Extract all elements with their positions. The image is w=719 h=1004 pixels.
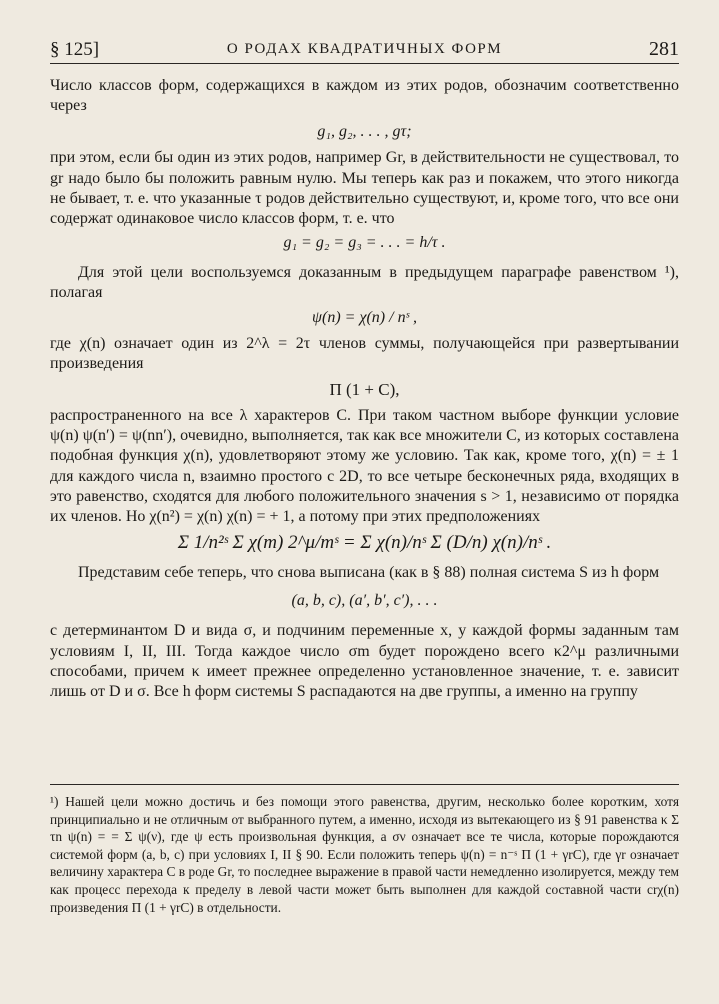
paragraph: Для этой цели воспользуемся доказанным в предыдущем параграфе равенством ¹), полагая bbox=[50, 264, 679, 302]
running-header bbox=[50, 33, 679, 64]
paragraph: при этом, если бы один из этих родов, например Gr, в действительности не существовал, то gr надо было бы положить равным нулю. Мы теперь как раз и покажем, что этого никогда не бывает, т. е. что указанные τ родов действительно существуют, и, кроме того, что все они содержат одинаковое число классов форм, т. е. что bbox=[50, 149, 679, 228]
formula-product: Π (1 + C), bbox=[329, 380, 400, 400]
paragraph: с детерминантом D и вида σ, и подчиним переменные x, y каждой формы заданным там условиям I, II, III. Тогда каждое число σm будет порождено всего κ2^μ различными способами, причем κ имеет прежнее определенно установленное значение, т. е. зависит лишь от D и σ. Все h форм системы S распадаются на две группы, а именно на группу bbox=[50, 622, 679, 701]
formula-series-identity: Σ 1/n²ˢ Σ χ(m) 2^μ/mˢ = Σ χ(n)/nˢ Σ (D/n) χ(n)/nˢ . bbox=[177, 532, 552, 554]
paragraph: Число классов форм, содержащихся в каждом из этих родов, обозначим соответственно через bbox=[50, 77, 679, 115]
paragraph: распространенного на все λ характеров C. При таком частном выборе функции условие ψ(n) ψ(n′) = ψ(nn′), очевидно, выполняется, так как все множители C, из которых составлена подобная функция χ(n), удовлетворяют этому же условию. Так как, кроме того, χ(n) = ± 1 для каждого числа n, взаимно простого с 2D, то все четыре бесконечных ряда, входящих в это равенство, сходятся для любого положительного значения s > 1, независимо от порядка их членов. Но χ(n²) = χ(n) χ(n) = + 1, а потому при этих предположениях bbox=[50, 407, 679, 526]
footnote: ¹) Нашей цели можно достичь и без помощи этого равенства, другим, несколько более коротким, хотя принципиально и не отличным от выбранного путем, а именно, исходя из вытекающего из § 91 равенства κ Σ τn ψ(n) = = Σ ψ(ν), где ψ есть произвольная функция, а σν означает все те числа, которые порождаются системой форм (a, b, c) при условиях I, II § 90. Если положить теперь ψ(n) = n⁻ˢ Π (1 + γrC), где γr означает величину характера C в роде Gr, то последнее выражение в правой части немедленно изолируется, между тем как процесс перехода к пределу в левой части может быть выполнен для каждой составной части crχ(n) произведения Π (1 + γrC) в отдельности. bbox=[50, 794, 679, 915]
section-reference: § 125] bbox=[50, 39, 100, 60]
paragraph: где χ(n) означает один из 2^λ = 2τ членов суммы, получающейся при развертывании произведения bbox=[50, 334, 679, 372]
footnote-area bbox=[50, 784, 679, 916]
formula-psi: ψ(n) = χ(n) / nˢ , bbox=[312, 308, 417, 326]
main-text bbox=[50, 76, 679, 702]
formula-class-counts: g₁, g₂, . . . , gτ; bbox=[317, 123, 412, 141]
page-number: 281 bbox=[649, 38, 679, 60]
paragraph: Представим себе теперь, что снова выписана (как в § 88) полная система S из h форм bbox=[78, 564, 660, 582]
chapter-title: О РОДАХ КВАДРАТИЧНЫХ ФОРМ bbox=[226, 41, 503, 57]
formula-equal-counts: g₁ = g₂ = g₃ = . . . = h/τ . bbox=[283, 234, 446, 252]
formula-form-system: (a, b, c), (a′, b′, c′), . . . bbox=[291, 592, 438, 610]
